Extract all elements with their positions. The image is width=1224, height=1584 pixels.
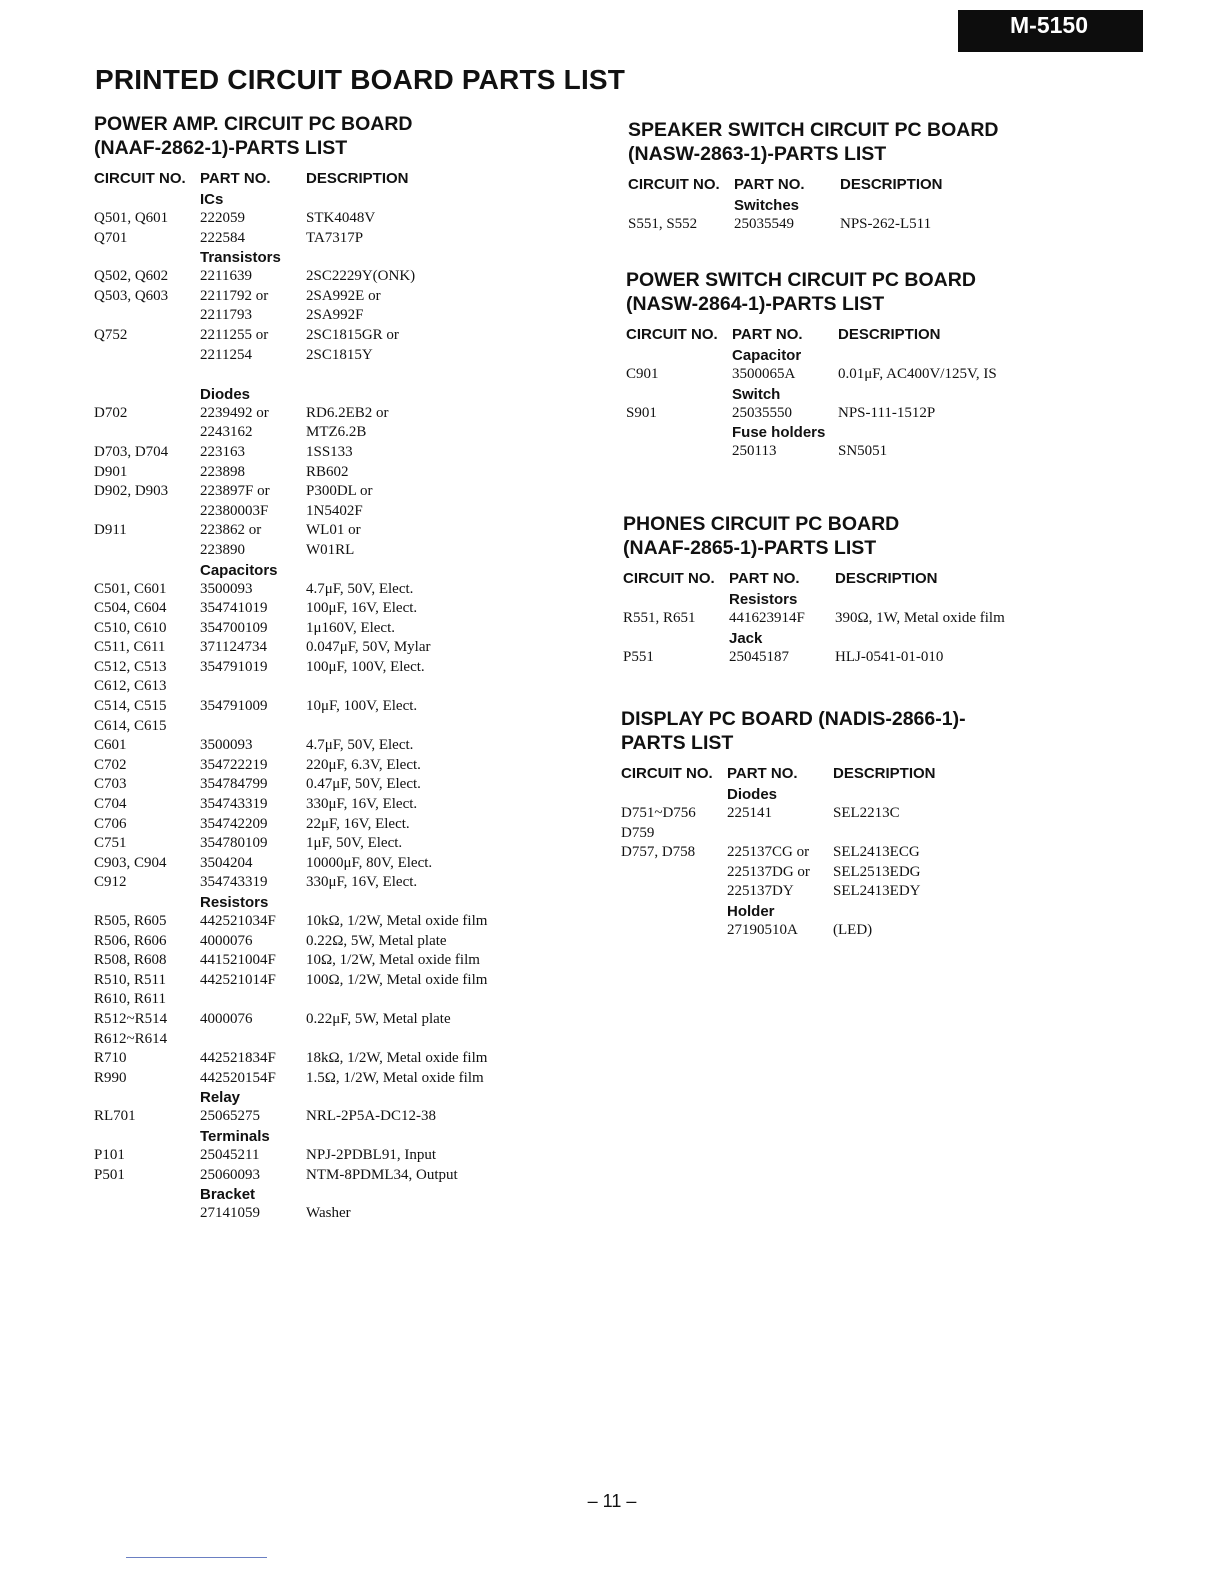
circuit-no: RL701: [94, 1108, 136, 1125]
display-section: [621, 707, 1041, 941]
part-no: 223862 or: [200, 522, 262, 539]
part-no: 222059: [200, 210, 245, 226]
description: SEL2413EDY: [833, 883, 921, 900]
circuit-no: D759: [621, 824, 655, 841]
description: 2SC1815GR or: [306, 326, 399, 343]
column-header-circuit: CIRCUIT NO.: [626, 326, 718, 343]
part-row: [94, 912, 534, 932]
section-title-line: (NASW-2863-1)-PARTS LIST: [628, 143, 887, 165]
circuit-no: P551: [623, 648, 654, 665]
group-label-text: Capacitor: [732, 347, 802, 364]
column-headers: [628, 176, 1048, 196]
part-row: [94, 365, 534, 385]
circuit-no: R512~R514: [94, 1010, 168, 1027]
part-row: [621, 843, 1041, 863]
group-label-text: Terminals: [200, 1127, 270, 1145]
part-no: 354784799: [200, 776, 268, 793]
description: 1SS133: [306, 443, 353, 460]
part-no: 223890: [200, 541, 245, 558]
description: SN5051: [838, 443, 888, 460]
section-title-line: PARTS LIST: [621, 732, 734, 754]
column-headers: [626, 326, 1046, 346]
circuit-no: Q501, Q601: [94, 210, 169, 226]
power-amp-section: [94, 112, 534, 1224]
circuit-no: R505, R605: [94, 913, 167, 929]
description: 0.22Ω, 5W, Metal plate: [306, 932, 447, 949]
description: 100μF, 100V, Elect.: [306, 658, 425, 675]
group-label-text: Holder: [727, 902, 775, 920]
section-title: [621, 707, 1041, 755]
part-row: [94, 1107, 534, 1127]
part-no: 25060093: [200, 1166, 260, 1183]
circuit-no: S901: [626, 404, 657, 421]
group-label-text: Diodes: [200, 385, 251, 403]
group-label-text: Capacitors: [200, 561, 278, 579]
part-no: 3500093: [200, 580, 253, 597]
part-no: 2211792 or: [200, 287, 269, 304]
description: 4.7μF, 50V, Elect.: [306, 580, 414, 597]
part-no: 3500065A: [732, 366, 796, 382]
circuit-no: D902, D903: [94, 483, 169, 500]
part-no: 225141: [727, 805, 772, 821]
part-no: 223897F or: [200, 483, 270, 500]
part-row: [94, 619, 534, 639]
group-label: [94, 190, 534, 209]
part-row: [94, 1030, 534, 1050]
part-no: 442521034F: [200, 913, 276, 929]
group-label: [94, 893, 534, 912]
section-title-line: DISPLAY PC BOARD (NADIS-2866-1)-: [621, 708, 966, 730]
circuit-no: R710: [94, 1050, 127, 1067]
circuit-no: R510, R511: [94, 971, 166, 988]
description: TA7317P: [306, 229, 364, 246]
description: 330μF, 16V, Elect.: [306, 874, 418, 891]
circuit-no: Q752: [94, 326, 128, 343]
part-row: [94, 756, 534, 776]
description: SEL2513EDG: [833, 863, 921, 880]
part-no: 441521004F: [200, 952, 276, 969]
circuit-no: C501, C601: [94, 580, 167, 597]
circuit-no: C614, C615: [94, 717, 167, 734]
circuit-no: C504, C604: [94, 600, 167, 617]
description: 10kΩ, 1/2W, Metal oxide film: [306, 913, 488, 929]
column-header-circuit: CIRCUIT NO.: [623, 570, 715, 587]
column-header-circuit: CIRCUIT NO.: [621, 765, 713, 782]
group-label-text: Bracket: [200, 1186, 256, 1204]
circuit-no: C510, C610: [94, 619, 167, 636]
circuit-no: C901: [626, 366, 659, 382]
section-title: [94, 112, 534, 160]
description: RB602: [306, 463, 349, 480]
column-header-desc: DESCRIPTION: [833, 765, 936, 782]
group-label-text: Fuse holders: [732, 424, 826, 442]
part-no: 354743319: [200, 874, 268, 891]
phones-section: [623, 512, 1043, 667]
group-label: [626, 423, 1046, 442]
circuit-no: R610, R611: [94, 991, 166, 1008]
part-no: 250113: [732, 443, 777, 460]
section-title-line: POWER SWITCH CIRCUIT PC BOARD: [626, 269, 976, 291]
part-no: 442520154F: [200, 1069, 276, 1086]
part-no: 223163: [200, 443, 245, 460]
column-header-circuit: CIRCUIT NO.: [94, 170, 186, 187]
group-label: [626, 346, 1046, 365]
description: 220μF, 6.3V, Elect.: [306, 756, 421, 773]
description: MTZ6.2B: [306, 424, 367, 441]
part-row: [94, 677, 534, 697]
group-label: [94, 1088, 534, 1107]
description: 1.5Ω, 1/2W, Metal oxide film: [306, 1069, 484, 1086]
description: W01RL: [306, 541, 355, 558]
column-header-part: PART NO.: [734, 176, 805, 193]
part-row: [94, 834, 534, 854]
circuit-no: C704: [94, 796, 127, 813]
part-row: [626, 365, 1046, 385]
page-title: PRINTED CIRCUIT BOARD PARTS LIST: [95, 64, 626, 95]
group-label-text: Resistors: [729, 591, 798, 608]
part-no: 25035550: [732, 404, 792, 421]
part-row: [621, 824, 1041, 844]
circuit-no: C703: [94, 776, 127, 793]
column-header-part: PART NO.: [729, 570, 800, 587]
part-no: 22380003F: [200, 502, 269, 519]
description: P300DL or: [306, 483, 373, 500]
speaker-switch-section: [628, 118, 1048, 235]
part-row: [94, 482, 534, 502]
description: 100Ω, 1/2W, Metal oxide film: [306, 971, 488, 988]
group-label: [94, 1127, 534, 1146]
description: 100μF, 16V, Elect.: [306, 600, 418, 617]
circuit-no: R990: [94, 1069, 127, 1086]
group-label-text: Diodes: [727, 786, 778, 803]
part-row: [94, 1049, 534, 1069]
circuit-no: C912: [94, 874, 127, 891]
description: 2SA992E or: [306, 287, 381, 304]
part-no: 27141059: [200, 1205, 260, 1222]
part-row: [94, 306, 534, 326]
section-title: [628, 118, 1048, 166]
power-switch-section: [626, 268, 1046, 462]
circuit-no: D757, D758: [621, 844, 696, 861]
circuit-no: C512, C513: [94, 658, 167, 675]
part-no: 354743319: [200, 796, 268, 813]
group-label: [621, 785, 1041, 804]
description: 0.22μF, 5W, Metal plate: [306, 1010, 451, 1027]
circuit-no: R506, R606: [94, 932, 167, 949]
description: SEL2213C: [833, 805, 900, 821]
part-no: 354780109: [200, 835, 268, 852]
description: 2SC2229Y(ONK): [306, 268, 416, 285]
part-row: [628, 215, 1048, 235]
part-row: [94, 990, 534, 1010]
circuit-no: S551, S552: [628, 216, 698, 232]
part-no: 354791009: [200, 698, 268, 715]
part-row: [94, 736, 534, 756]
circuit-no: D703, D704: [94, 443, 169, 460]
part-no: 2239492 or: [200, 404, 269, 421]
part-row: [94, 971, 534, 991]
section-title-line: PHONES CIRCUIT PC BOARD: [623, 513, 900, 535]
description: 0.47μF, 50V, Elect.: [306, 776, 421, 793]
group-label: [621, 902, 1041, 921]
group-label: [623, 590, 1043, 609]
description: 1N5402F: [306, 502, 363, 519]
group-label-text: Transistors: [200, 249, 281, 267]
description: 4.7μF, 50V, Elect.: [306, 737, 414, 754]
part-no: 442521014F: [200, 971, 276, 988]
part-no: 442521834F: [200, 1050, 276, 1067]
part-row: [94, 229, 534, 249]
group-label: [94, 561, 534, 580]
group-label: [628, 196, 1048, 215]
circuit-no: C702: [94, 756, 127, 773]
part-no: 27190510A: [727, 921, 798, 938]
part-row: [94, 463, 534, 483]
description: 390Ω, 1W, Metal oxide film: [835, 610, 1005, 626]
circuit-no: Q503, Q603: [94, 287, 169, 304]
column-header-desc: DESCRIPTION: [835, 570, 938, 587]
part-no: 225137DG or: [727, 863, 810, 880]
circuit-no: D751~D756: [621, 805, 696, 821]
section-title-line: POWER AMP. CIRCUIT PC BOARD: [94, 113, 413, 135]
circuit-no: C751: [94, 835, 127, 852]
circuit-no: P101: [94, 1146, 125, 1163]
circuit-no: D702: [94, 404, 128, 421]
part-no: 371124734: [200, 639, 267, 656]
part-no: 2211255 or: [200, 326, 269, 343]
part-row: [94, 658, 534, 678]
part-row: [94, 638, 534, 658]
circuit-no: C612, C613: [94, 678, 167, 695]
part-no: 225137CG or: [727, 844, 810, 861]
part-row: [626, 442, 1046, 462]
description: SEL2413ECG: [833, 844, 920, 861]
circuit-no: P501: [94, 1166, 125, 1183]
circuit-no: D901: [94, 463, 128, 480]
column-header-part: PART NO.: [727, 765, 798, 782]
part-row: [94, 717, 534, 737]
part-no: 2211254: [200, 346, 252, 363]
group-label-text: Relay: [200, 1089, 241, 1107]
circuit-no: C601: [94, 737, 127, 754]
part-row: [94, 951, 534, 971]
part-row: [94, 815, 534, 835]
column-headers: [94, 170, 534, 190]
part-row: [94, 1146, 534, 1166]
description: 330μF, 16V, Elect.: [306, 796, 418, 813]
part-row: [621, 804, 1041, 824]
description: 10000μF, 80V, Elect.: [306, 854, 433, 871]
part-no: 4000076: [200, 1010, 253, 1027]
circuit-no: R551, R651: [623, 610, 696, 626]
description: 0.047μF, 50V, Mylar: [306, 639, 431, 656]
part-no: 25045187: [729, 648, 789, 665]
part-row: [94, 209, 534, 229]
part-row: [626, 404, 1046, 424]
column-header-desc: DESCRIPTION: [306, 170, 409, 187]
section-title-line: (NASW-2864-1)-PARTS LIST: [626, 293, 885, 315]
part-no: 25035549: [734, 216, 794, 232]
group-label: [626, 385, 1046, 404]
part-no: 3500093: [200, 737, 253, 754]
part-no: 25065275: [200, 1108, 260, 1125]
description: 1μF, 50V, Elect.: [306, 835, 403, 852]
column-header-part: PART NO.: [732, 326, 803, 343]
description: HLJ-0541-01-010: [835, 648, 944, 665]
column-headers: [623, 570, 1043, 590]
description: NPS-262-L511: [840, 216, 932, 232]
part-no: 25045211: [200, 1146, 260, 1163]
circuit-no: R508, R608: [94, 952, 167, 969]
part-no: 223898: [200, 463, 245, 480]
section-title: [623, 512, 1043, 560]
column-header-part: PART NO.: [200, 170, 271, 187]
part-row: [623, 609, 1043, 629]
part-row: [94, 1204, 534, 1224]
part-no: 354722219: [200, 756, 268, 773]
part-row: [94, 873, 534, 893]
page-number: – 11 –: [587, 1491, 637, 1511]
group-label: [94, 1185, 534, 1204]
group-label: [94, 385, 534, 404]
part-no: 354700109: [200, 619, 268, 636]
circuit-no: C706: [94, 815, 127, 832]
footer-rule: [126, 1557, 267, 1558]
part-row: [94, 267, 534, 287]
part-row: [94, 541, 534, 561]
part-no: 2211793: [200, 307, 252, 324]
group-label-text: Switches: [734, 197, 800, 214]
part-no: 3504204: [200, 854, 253, 871]
description: 2SA992F: [306, 307, 364, 324]
section-title: [626, 268, 1046, 316]
column-header-desc: DESCRIPTION: [840, 176, 943, 193]
circuit-no: C511, C611: [94, 639, 166, 656]
description: NTM-8PDML34, Output: [306, 1166, 458, 1183]
part-no: 222584: [200, 229, 245, 246]
group-label-text: Resistors: [200, 894, 269, 911]
part-no: 441623914F: [729, 610, 805, 626]
part-no: 2243162: [200, 424, 253, 441]
part-row: [94, 599, 534, 619]
part-row: [623, 648, 1043, 668]
description: NRL-2P5A-DC12-38: [306, 1108, 436, 1125]
description: STK4048V: [306, 210, 376, 226]
description: NPS-111-1512P: [838, 404, 936, 421]
part-row: [94, 326, 534, 346]
circuit-no: Q701: [94, 229, 128, 246]
description: RD6.2EB2 or: [306, 404, 389, 421]
part-no: 225137DY: [727, 883, 794, 900]
description: (LED): [833, 921, 873, 938]
part-row: [621, 863, 1041, 883]
column-headers: [621, 765, 1041, 785]
group-label-text: ICs: [200, 191, 224, 208]
part-row: [94, 854, 534, 874]
part-no: 354741019: [200, 600, 268, 617]
description: 0.01μF, AC400V/125V, IS: [838, 366, 997, 382]
circuit-no: C903, C904: [94, 854, 167, 871]
part-row: [94, 932, 534, 952]
group-label-text: Jack: [729, 629, 763, 647]
section-title-line: (NAAF-2862-1)-PARTS LIST: [94, 137, 348, 159]
part-row: [94, 346, 534, 366]
section-title-line: SPEAKER SWITCH CIRCUIT PC BOARD: [628, 119, 999, 141]
part-row: [94, 697, 534, 717]
part-row: [94, 795, 534, 815]
description: 10Ω, 1/2W, Metal oxide film: [306, 952, 480, 969]
part-no: 354742209: [200, 815, 268, 832]
circuit-no: Q502, Q602: [94, 268, 169, 285]
part-no: 4000076: [200, 932, 253, 949]
description: 10μF, 100V, Elect.: [306, 698, 418, 715]
description: 1μ160V, Elect.: [306, 619, 396, 636]
description: 2SC1815Y: [306, 346, 373, 363]
column-header-desc: DESCRIPTION: [838, 326, 941, 343]
part-row: [94, 404, 534, 424]
column-header-circuit: CIRCUIT NO.: [628, 176, 720, 193]
group-label-text: Switch: [732, 385, 781, 403]
model-tag: M-5150: [958, 10, 1143, 52]
part-row: [94, 1010, 534, 1030]
circuit-no: C514, C515: [94, 698, 167, 715]
description: Washer: [306, 1205, 351, 1222]
description: 18kΩ, 1/2W, Metal oxide film: [306, 1050, 488, 1067]
part-row: [94, 287, 534, 307]
description: 22μF, 16V, Elect.: [306, 815, 410, 832]
part-row: [94, 423, 534, 443]
part-row: [621, 921, 1041, 941]
part-no: 354791019: [200, 658, 268, 675]
part-row: [94, 1166, 534, 1186]
part-no: 2211639: [200, 268, 252, 285]
description: NPJ-2PDBL91, Input: [306, 1146, 437, 1163]
group-label: [94, 248, 534, 267]
part-row: [94, 775, 534, 795]
group-label: [623, 629, 1043, 648]
circuit-no: R612~R614: [94, 1030, 168, 1047]
part-row: [94, 580, 534, 600]
section-title-line: (NAAF-2865-1)-PARTS LIST: [623, 537, 877, 559]
part-row: [94, 502, 534, 522]
part-row: [94, 1069, 534, 1089]
description: WL01 or: [306, 522, 361, 539]
part-row: [621, 882, 1041, 902]
part-row: [94, 521, 534, 541]
circuit-no: D911: [94, 522, 127, 539]
part-row: [94, 443, 534, 463]
